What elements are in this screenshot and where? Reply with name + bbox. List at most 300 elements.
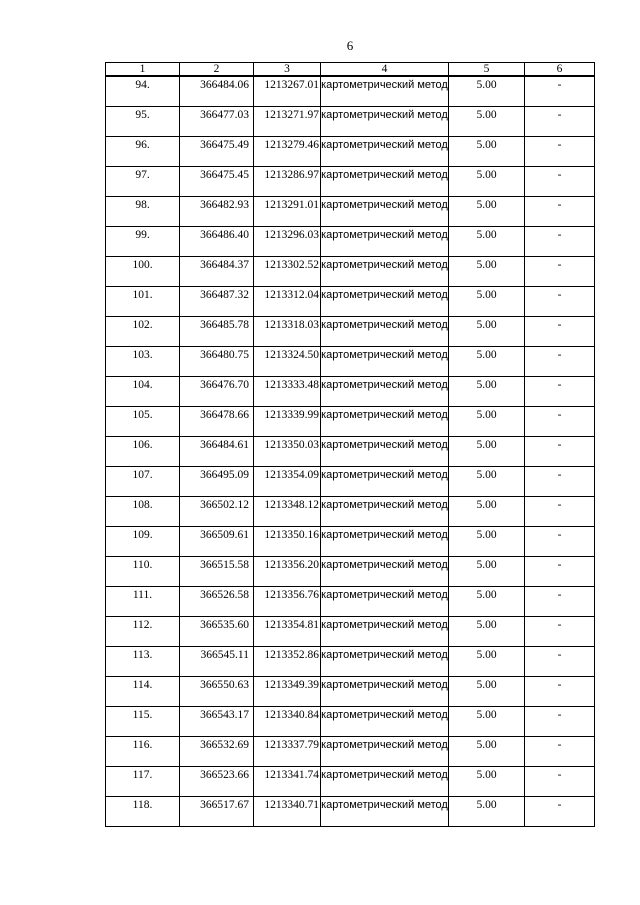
y-coordinate-cell-text: 1213324.50 <box>264 349 319 361</box>
note-cell-text: - <box>557 559 562 571</box>
accuracy-cell <box>449 347 525 377</box>
x-coordinate-cell <box>180 437 254 467</box>
method-cell-text: картометрический метод <box>321 499 448 511</box>
note-cell <box>525 227 595 257</box>
point-number-cell-text: 117. <box>132 769 153 781</box>
accuracy-cell-text: 5.00 <box>476 649 497 661</box>
accuracy-cell <box>449 197 525 227</box>
table-row <box>106 227 595 257</box>
method-cell-text: картометрический метод <box>321 409 448 421</box>
x-coordinate-cell <box>180 347 254 377</box>
method-cell <box>321 317 449 347</box>
method-cell <box>321 407 449 437</box>
accuracy-cell <box>449 467 525 497</box>
method-cell <box>321 647 449 677</box>
note-cell <box>525 137 595 167</box>
accuracy-cell-text: 5.00 <box>476 79 497 91</box>
point-number-cell <box>106 317 180 347</box>
y-coordinate-cell-text: 1213341.74 <box>264 769 319 781</box>
table-row <box>106 167 595 197</box>
note-cell-text: - <box>557 589 562 601</box>
accuracy-cell-text: 5.00 <box>476 439 497 451</box>
accuracy-cell <box>449 317 525 347</box>
page-number: 6 <box>346 38 354 53</box>
accuracy-cell-text: 5.00 <box>476 229 497 241</box>
table-row <box>106 467 595 497</box>
method-cell <box>321 767 449 797</box>
method-cell-text: картометрический метод <box>321 259 448 271</box>
x-coordinate-cell-text: 366532.69 <box>200 739 249 751</box>
y-coordinate-cell-text: 1213279.46 <box>264 139 319 151</box>
x-coordinate-cell <box>180 647 254 677</box>
accuracy-cell-text: 5.00 <box>476 319 497 331</box>
note-cell <box>525 557 595 587</box>
accuracy-cell <box>449 707 525 737</box>
point-number-cell-text: 106. <box>132 439 153 451</box>
point-number-cell <box>106 287 180 317</box>
point-number-cell-text: 101. <box>132 289 153 301</box>
method-cell <box>321 707 449 737</box>
point-number-cell <box>106 377 180 407</box>
note-cell-text: - <box>557 379 562 391</box>
method-cell-text: картометрический метод <box>321 289 448 301</box>
method-cell-text: картометрический метод <box>321 469 448 481</box>
accuracy-cell <box>449 767 525 797</box>
point-number-cell-text: 107. <box>132 469 153 481</box>
x-coordinate-cell <box>180 497 254 527</box>
point-number-cell-text: 113. <box>132 649 153 661</box>
y-coordinate-cell <box>254 497 321 527</box>
table-row <box>106 197 595 227</box>
y-coordinate-cell-text: 1213348.12 <box>264 499 319 511</box>
x-coordinate-cell-text: 366517.67 <box>200 799 249 811</box>
note-cell-text: - <box>557 139 562 151</box>
accuracy-cell-text: 5.00 <box>476 139 497 151</box>
y-coordinate-cell-text: 1213354.81 <box>264 619 319 631</box>
method-cell <box>321 587 449 617</box>
accuracy-cell <box>449 737 525 767</box>
y-coordinate-cell <box>254 317 321 347</box>
table-row <box>106 317 595 347</box>
accuracy-cell <box>449 587 525 617</box>
accuracy-cell-text: 5.00 <box>476 289 497 301</box>
y-coordinate-cell <box>254 677 321 707</box>
point-number-cell <box>106 76 180 107</box>
method-cell <box>321 467 449 497</box>
note-cell <box>525 407 595 437</box>
accuracy-cell <box>449 257 525 287</box>
accuracy-cell <box>449 137 525 167</box>
y-coordinate-cell-text: 1213350.16 <box>264 529 319 541</box>
point-number-cell <box>106 197 180 227</box>
y-coordinate-cell-text: 1213296.03 <box>264 229 319 241</box>
accuracy-cell-text: 5.00 <box>476 529 497 541</box>
x-coordinate-cell-text: 366509.61 <box>200 529 249 541</box>
y-coordinate-cell <box>254 76 321 107</box>
note-cell <box>525 497 595 527</box>
point-number-cell-text: 97. <box>135 169 150 181</box>
note-cell <box>525 76 595 107</box>
point-number-cell-text: 105. <box>132 409 153 421</box>
x-coordinate-cell <box>180 377 254 407</box>
y-coordinate-cell-text: 1213271.97 <box>264 109 319 121</box>
accuracy-cell-text: 5.00 <box>476 409 497 421</box>
method-cell <box>321 677 449 707</box>
x-coordinate-cell <box>180 76 254 107</box>
accuracy-cell <box>449 287 525 317</box>
x-coordinate-cell <box>180 677 254 707</box>
table-row <box>106 737 595 767</box>
y-coordinate-cell-text: 1213356.20 <box>264 559 319 571</box>
y-coordinate-cell <box>254 767 321 797</box>
method-cell <box>321 197 449 227</box>
note-cell-text: - <box>557 79 562 91</box>
accuracy-cell <box>449 407 525 437</box>
y-coordinate-cell <box>254 797 321 827</box>
accuracy-cell <box>449 227 525 257</box>
table-row <box>106 347 595 377</box>
y-coordinate-cell-text: 1213340.84 <box>264 709 319 721</box>
point-number-cell-text: 102. <box>132 319 153 331</box>
x-coordinate-cell <box>180 737 254 767</box>
table-row <box>106 647 595 677</box>
y-coordinate-cell <box>254 437 321 467</box>
method-cell-text: картометрический метод <box>321 679 448 691</box>
x-coordinate-cell-text: 366482.93 <box>200 199 249 211</box>
accuracy-cell-text: 5.00 <box>476 199 497 211</box>
x-coordinate-cell <box>180 797 254 827</box>
x-coordinate-cell <box>180 287 254 317</box>
accuracy-cell <box>449 617 525 647</box>
method-cell <box>321 76 449 107</box>
note-cell <box>525 527 595 557</box>
y-coordinate-cell-text: 1213318.03 <box>264 319 319 331</box>
note-cell <box>525 677 595 707</box>
table-row <box>106 617 595 647</box>
accuracy-cell <box>449 497 525 527</box>
x-coordinate-cell <box>180 557 254 587</box>
y-coordinate-cell-text: 1213339.99 <box>264 409 319 421</box>
note-cell-text: - <box>557 739 562 751</box>
note-cell-text: - <box>557 349 562 361</box>
x-coordinate-cell <box>180 467 254 497</box>
note-cell <box>525 257 595 287</box>
accuracy-cell <box>449 647 525 677</box>
point-number-cell <box>106 167 180 197</box>
method-cell-text: картометрический метод <box>321 799 448 811</box>
x-coordinate-cell-text: 366526.58 <box>200 589 249 601</box>
note-cell <box>525 317 595 347</box>
x-coordinate-cell-text: 366543.17 <box>200 709 249 721</box>
column-header-6: 6 <box>525 63 595 77</box>
table-row <box>106 437 595 467</box>
point-number-cell <box>106 497 180 527</box>
point-number-cell <box>106 677 180 707</box>
point-number-cell <box>106 227 180 257</box>
x-coordinate-cell <box>180 197 254 227</box>
point-number-cell-text: 94. <box>135 79 150 91</box>
y-coordinate-cell <box>254 737 321 767</box>
y-coordinate-cell-text: 1213340.71 <box>264 799 319 811</box>
point-number-cell-text: 96. <box>135 139 150 151</box>
y-coordinate-cell <box>254 467 321 497</box>
point-number-cell <box>106 707 180 737</box>
note-cell <box>525 107 595 137</box>
note-cell-text: - <box>557 409 562 421</box>
y-coordinate-cell <box>254 137 321 167</box>
point-number-cell-text: 109. <box>132 529 153 541</box>
accuracy-cell-text: 5.00 <box>476 619 497 631</box>
note-cell <box>525 287 595 317</box>
y-coordinate-cell-text: 1213354.09 <box>264 469 319 481</box>
method-cell-text: картометрический метод <box>321 139 448 151</box>
accuracy-cell-text: 5.00 <box>476 109 497 121</box>
method-cell <box>321 497 449 527</box>
method-cell-text: картометрический метод <box>321 619 448 631</box>
point-number-cell-text: 104. <box>132 379 153 391</box>
x-coordinate-cell-text: 366478.66 <box>200 409 249 421</box>
method-cell-text: картометрический метод <box>321 379 448 391</box>
method-cell <box>321 557 449 587</box>
point-number-cell-text: 112. <box>132 619 153 631</box>
y-coordinate-cell <box>254 587 321 617</box>
x-coordinate-cell <box>180 227 254 257</box>
y-coordinate-cell-text: 1213267.01 <box>264 79 319 91</box>
point-number-cell-text: 100. <box>132 259 153 271</box>
note-cell-text: - <box>557 769 562 781</box>
accuracy-cell <box>449 527 525 557</box>
x-coordinate-cell-text: 366484.61 <box>200 439 249 451</box>
table-row <box>106 377 595 407</box>
x-coordinate-cell <box>180 257 254 287</box>
column-header-2: 2 <box>180 63 254 77</box>
table-row <box>106 527 595 557</box>
point-number-cell <box>106 437 180 467</box>
accuracy-cell-text: 5.00 <box>476 799 497 811</box>
y-coordinate-cell <box>254 707 321 737</box>
point-number-cell <box>106 617 180 647</box>
x-coordinate-cell-text: 366523.66 <box>200 769 249 781</box>
x-coordinate-cell-text: 366486.40 <box>200 229 249 241</box>
method-cell <box>321 257 449 287</box>
x-coordinate-cell-text: 366495.09 <box>200 469 249 481</box>
note-cell <box>525 587 595 617</box>
accuracy-cell-text: 5.00 <box>476 739 497 751</box>
y-coordinate-cell <box>254 407 321 437</box>
y-coordinate-cell-text: 1213302.52 <box>264 259 319 271</box>
x-coordinate-cell-text: 366477.03 <box>200 109 249 121</box>
column-header-4: 4 <box>321 63 449 77</box>
note-cell-text: - <box>557 679 562 691</box>
y-coordinate-cell-text: 1213286.97 <box>264 169 319 181</box>
note-cell-text: - <box>557 799 562 811</box>
table-row <box>106 407 595 437</box>
table-row <box>106 557 595 587</box>
column-header-3: 3 <box>254 63 321 77</box>
table-row <box>106 76 595 107</box>
method-cell <box>321 617 449 647</box>
accuracy-cell-text: 5.00 <box>476 349 497 361</box>
accuracy-cell <box>449 557 525 587</box>
table-row <box>106 137 595 167</box>
x-coordinate-cell-text: 366484.06 <box>200 79 249 91</box>
point-number-cell-text: 103. <box>132 349 153 361</box>
accuracy-cell-text: 5.00 <box>476 589 497 601</box>
y-coordinate-cell-text: 1213349.39 <box>264 679 319 691</box>
accuracy-cell <box>449 677 525 707</box>
point-number-cell <box>106 737 180 767</box>
method-cell <box>321 797 449 827</box>
method-cell <box>321 737 449 767</box>
table-row <box>106 797 595 827</box>
y-coordinate-cell <box>254 647 321 677</box>
note-cell <box>525 437 595 467</box>
note-cell-text: - <box>557 229 562 241</box>
point-number-cell <box>106 257 180 287</box>
accuracy-cell-text: 5.00 <box>476 679 497 691</box>
point-number-cell-text: 115. <box>132 709 153 721</box>
method-cell <box>321 107 449 137</box>
accuracy-cell-text: 5.00 <box>476 259 497 271</box>
note-cell-text: - <box>557 319 562 331</box>
x-coordinate-cell <box>180 317 254 347</box>
method-cell-text: картометрический метод <box>321 79 448 91</box>
method-cell-text: картометрический метод <box>321 649 448 661</box>
y-coordinate-cell-text: 1213291.01 <box>264 199 319 211</box>
accuracy-cell <box>449 797 525 827</box>
method-cell-text: картометрический метод <box>321 559 448 571</box>
method-cell-text: картометрический метод <box>321 199 448 211</box>
table-row <box>106 107 595 137</box>
table-row <box>106 707 595 737</box>
note-cell <box>525 707 595 737</box>
x-coordinate-cell <box>180 407 254 437</box>
method-cell-text: картометрический метод <box>321 529 448 541</box>
point-number-cell-text: 108. <box>132 499 153 511</box>
y-coordinate-cell <box>254 227 321 257</box>
method-cell <box>321 137 449 167</box>
note-cell-text: - <box>557 709 562 721</box>
y-coordinate-cell <box>254 347 321 377</box>
method-cell <box>321 227 449 257</box>
note-cell <box>525 467 595 497</box>
method-cell-text: картометрический метод <box>321 589 448 601</box>
accuracy-cell <box>449 437 525 467</box>
accuracy-cell <box>449 377 525 407</box>
note-cell-text: - <box>557 169 562 181</box>
x-coordinate-cell <box>180 167 254 197</box>
x-coordinate-cell <box>180 707 254 737</box>
note-cell <box>525 377 595 407</box>
x-coordinate-cell-text: 366487.32 <box>200 289 249 301</box>
accuracy-cell-text: 5.00 <box>476 499 497 511</box>
point-number-cell <box>106 137 180 167</box>
method-cell-text: картометрический метод <box>321 169 448 181</box>
method-cell-text: картометрический метод <box>321 229 448 241</box>
point-number-cell <box>106 587 180 617</box>
method-cell <box>321 347 449 377</box>
point-number-cell <box>106 647 180 677</box>
accuracy-cell-text: 5.00 <box>476 379 497 391</box>
note-cell-text: - <box>557 619 562 631</box>
y-coordinate-cell-text: 1213312.04 <box>264 289 319 301</box>
note-cell-text: - <box>557 439 562 451</box>
x-coordinate-cell-text: 366485.78 <box>200 319 249 331</box>
y-coordinate-cell-text: 1213356.76 <box>264 589 319 601</box>
y-coordinate-cell <box>254 167 321 197</box>
accuracy-cell-text: 5.00 <box>476 169 497 181</box>
method-cell <box>321 287 449 317</box>
x-coordinate-cell-text: 366502.12 <box>200 499 249 511</box>
point-number-cell-text: 118. <box>132 799 153 811</box>
x-coordinate-cell-text: 366475.45 <box>200 169 249 181</box>
accuracy-cell <box>449 107 525 137</box>
method-cell-text: картометрический метод <box>321 319 448 331</box>
method-cell-text: картометрический метод <box>321 769 448 781</box>
table-body <box>106 76 595 827</box>
accuracy-cell <box>449 167 525 197</box>
x-coordinate-cell-text: 366476.70 <box>200 379 249 391</box>
note-cell <box>525 767 595 797</box>
point-number-cell <box>106 527 180 557</box>
table-row <box>106 257 595 287</box>
note-cell-text: - <box>557 199 562 211</box>
method-cell-text: картометрический метод <box>321 739 448 751</box>
method-cell-text: картометрический метод <box>321 109 448 121</box>
note-cell <box>525 617 595 647</box>
note-cell-text: - <box>557 289 562 301</box>
point-number-cell-text: 111. <box>132 589 153 601</box>
point-number-cell <box>106 407 180 437</box>
accuracy-cell-text: 5.00 <box>476 469 497 481</box>
y-coordinate-cell <box>254 557 321 587</box>
y-coordinate-cell-text: 1213350.03 <box>264 439 319 451</box>
note-cell <box>525 797 595 827</box>
x-coordinate-cell <box>180 767 254 797</box>
x-coordinate-cell-text: 366475.49 <box>200 139 249 151</box>
x-coordinate-cell-text: 366484.37 <box>200 259 249 271</box>
column-header-1: 1 <box>106 63 180 77</box>
table-row <box>106 767 595 797</box>
note-cell <box>525 167 595 197</box>
note-cell <box>525 647 595 677</box>
note-cell-text: - <box>557 529 562 541</box>
point-number-cell-text: 98. <box>135 199 150 211</box>
y-coordinate-cell <box>254 197 321 227</box>
table-row <box>106 587 595 617</box>
y-coordinate-cell-text: 1213333.48 <box>264 379 319 391</box>
method-cell <box>321 527 449 557</box>
method-cell <box>321 437 449 467</box>
note-cell-text: - <box>557 499 562 511</box>
y-coordinate-cell-text: 1213337.79 <box>264 739 319 751</box>
y-coordinate-cell <box>254 287 321 317</box>
accuracy-cell-text: 5.00 <box>476 769 497 781</box>
accuracy-cell-text: 5.00 <box>476 709 497 721</box>
coordinates-table <box>105 62 595 827</box>
y-coordinate-cell <box>254 617 321 647</box>
note-cell-text: - <box>557 259 562 271</box>
x-coordinate-cell <box>180 587 254 617</box>
method-cell <box>321 167 449 197</box>
point-number-cell <box>106 347 180 377</box>
point-number-cell <box>106 797 180 827</box>
point-number-cell <box>106 767 180 797</box>
x-coordinate-cell-text: 366480.75 <box>200 349 249 361</box>
accuracy-cell-text: 5.00 <box>476 559 497 571</box>
header-row <box>106 63 595 77</box>
method-cell-text: картометрический метод <box>321 439 448 451</box>
